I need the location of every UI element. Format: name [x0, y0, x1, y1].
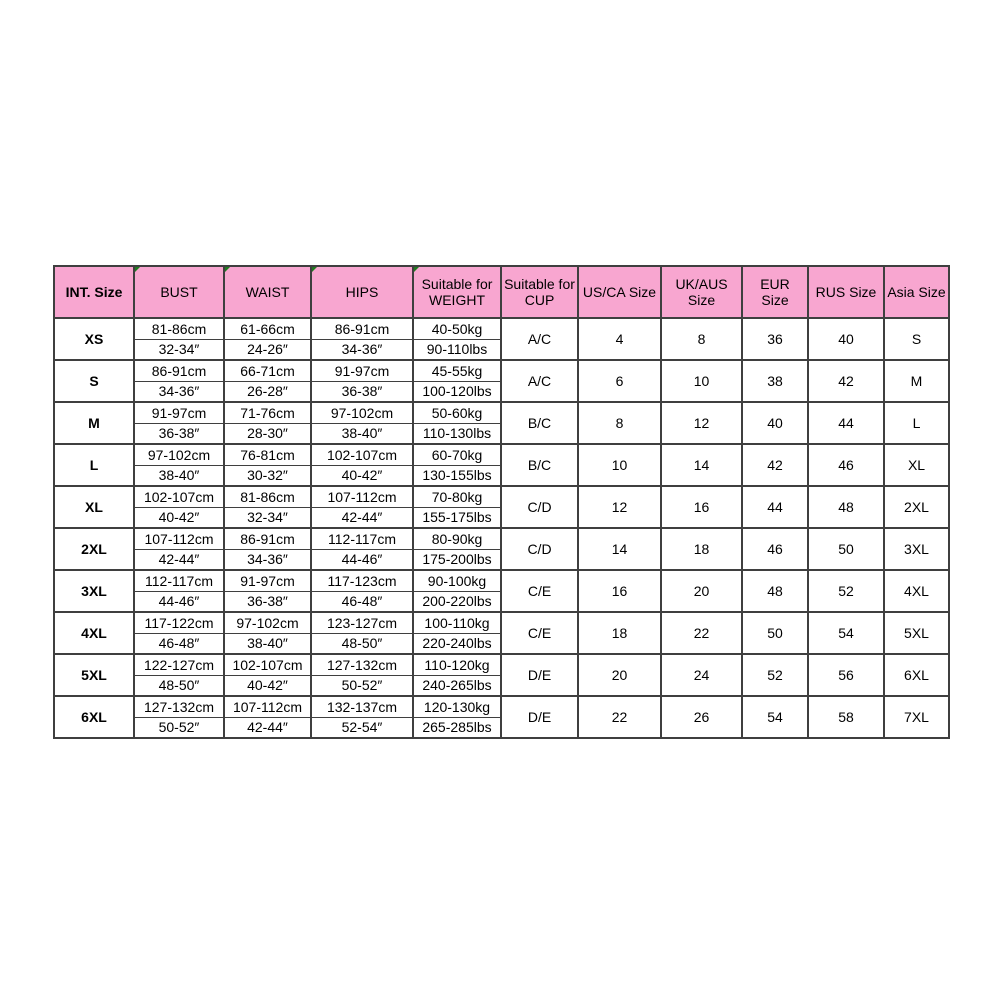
- cell-xl-hips-in: 42-44″: [311, 507, 413, 528]
- green-corner-marker-icon: [135, 267, 140, 272]
- cell-xl-eur: 44: [742, 486, 808, 528]
- cell-6xl-weight-kg: 120-130kg: [413, 696, 501, 717]
- cell-3xl-hips-in: 46-48″: [311, 591, 413, 612]
- table-row-5xl: [54, 654, 949, 675]
- cell-xl-bust-cm: 102-107cm: [134, 486, 224, 507]
- table-row-s: [54, 360, 949, 381]
- header-int-size: INT. Size: [54, 266, 134, 318]
- table-row-xl: [54, 486, 949, 507]
- header-weight: [413, 266, 501, 318]
- cell-m-us-ca: 8: [578, 402, 661, 444]
- cell-5xl-bust-cm: 122-127cm: [134, 654, 224, 675]
- table-row-4xl: [54, 612, 949, 633]
- cell-xs-eur: 36: [742, 318, 808, 360]
- cell-2xl-asia: 3XL: [884, 528, 949, 570]
- cell-2xl-eur: 46: [742, 528, 808, 570]
- header-hips: [311, 266, 413, 318]
- cell-xl-hips-cm: 107-112cm: [311, 486, 413, 507]
- cell-m-waist-in: 28-30″: [224, 423, 311, 444]
- cell-6xl-hips-in: 52-54″: [311, 717, 413, 738]
- cell-3xl-eur: 48: [742, 570, 808, 612]
- cell-4xl-asia: 5XL: [884, 612, 949, 654]
- cell-l-weight-kg: 60-70kg: [413, 444, 501, 465]
- header-hips-label: HIPS: [345, 283, 379, 300]
- cell-l-bust-in: 38-40″: [134, 465, 224, 486]
- cell-l-us-ca: 10: [578, 444, 661, 486]
- cell-5xl-uk-aus: 24: [661, 654, 742, 696]
- cell-xl-uk-aus: 16: [661, 486, 742, 528]
- cell-6xl-us-ca: 22: [578, 696, 661, 738]
- cell-3xl-us-ca: 16: [578, 570, 661, 612]
- row-label-4xl: 4XL: [54, 612, 134, 654]
- cell-2xl-bust-in: 42-44″: [134, 549, 224, 570]
- header-bust: [134, 266, 224, 318]
- cell-6xl-eur: 54: [742, 696, 808, 738]
- cell-4xl-rus: 54: [808, 612, 884, 654]
- cell-s-us-ca: 6: [578, 360, 661, 402]
- cell-l-rus: 46: [808, 444, 884, 486]
- table-row-2xl: [54, 528, 949, 549]
- table-row-l: [54, 444, 949, 465]
- cell-m-bust-in: 36-38″: [134, 423, 224, 444]
- cell-4xl-eur: 50: [742, 612, 808, 654]
- row-label-3xl: 3XL: [54, 570, 134, 612]
- cell-4xl-weight-lbs: 220-240lbs: [413, 633, 501, 654]
- cell-5xl-hips-cm: 127-132cm: [311, 654, 413, 675]
- cell-6xl-weight-lbs: 265-285lbs: [413, 717, 501, 738]
- cell-2xl-weight-lbs: 175-200lbs: [413, 549, 501, 570]
- cell-5xl-asia: 6XL: [884, 654, 949, 696]
- cell-2xl-hips-in: 44-46″: [311, 549, 413, 570]
- cell-s-uk-aus: 10: [661, 360, 742, 402]
- cell-3xl-cup: C/E: [501, 570, 578, 612]
- cell-2xl-uk-aus: 18: [661, 528, 742, 570]
- row-label-l: L: [54, 444, 134, 486]
- cell-5xl-waist-in: 40-42″: [224, 675, 311, 696]
- cell-m-eur: 40: [742, 402, 808, 444]
- cell-xl-us-ca: 12: [578, 486, 661, 528]
- cell-5xl-eur: 52: [742, 654, 808, 696]
- cell-l-cup: B/C: [501, 444, 578, 486]
- cell-s-eur: 38: [742, 360, 808, 402]
- table-row-6xl: [54, 696, 949, 717]
- cell-xs-bust-in: 32-34″: [134, 339, 224, 360]
- cell-5xl-cup: D/E: [501, 654, 578, 696]
- header-cup: Suitable for CUP: [501, 266, 578, 318]
- cell-5xl-waist-cm: 102-107cm: [224, 654, 311, 675]
- row-label-xs: XS: [54, 318, 134, 360]
- cell-xs-weight-lbs: 90-110lbs: [413, 339, 501, 360]
- cell-m-asia: L: [884, 402, 949, 444]
- cell-xs-us-ca: 4: [578, 318, 661, 360]
- cell-4xl-us-ca: 18: [578, 612, 661, 654]
- cell-m-hips-cm: 97-102cm: [311, 402, 413, 423]
- cell-s-bust-cm: 86-91cm: [134, 360, 224, 381]
- cell-3xl-weight-lbs: 200-220lbs: [413, 591, 501, 612]
- row-label-2xl: 2XL: [54, 528, 134, 570]
- cell-xl-weight-lbs: 155-175lbs: [413, 507, 501, 528]
- cell-xl-rus: 48: [808, 486, 884, 528]
- cell-xs-waist-in: 24-26″: [224, 339, 311, 360]
- green-corner-marker-icon: [312, 267, 317, 272]
- size-chart-container: [53, 265, 950, 739]
- cell-3xl-uk-aus: 20: [661, 570, 742, 612]
- header-bust-label: BUST: [160, 283, 198, 300]
- cell-l-eur: 42: [742, 444, 808, 486]
- cell-6xl-waist-in: 42-44″: [224, 717, 311, 738]
- cell-l-hips-cm: 102-107cm: [311, 444, 413, 465]
- cell-6xl-hips-cm: 132-137cm: [311, 696, 413, 717]
- header-waist-label: WAIST: [245, 283, 290, 300]
- cell-l-bust-cm: 97-102cm: [134, 444, 224, 465]
- cell-6xl-waist-cm: 107-112cm: [224, 696, 311, 717]
- cell-s-hips-in: 36-38″: [311, 381, 413, 402]
- cell-s-bust-in: 34-36″: [134, 381, 224, 402]
- cell-s-weight-lbs: 100-120lbs: [413, 381, 501, 402]
- cell-3xl-rus: 52: [808, 570, 884, 612]
- cell-l-hips-in: 40-42″: [311, 465, 413, 486]
- cell-xs-uk-aus: 8: [661, 318, 742, 360]
- cell-s-cup: A/C: [501, 360, 578, 402]
- cell-m-uk-aus: 12: [661, 402, 742, 444]
- cell-4xl-bust-cm: 117-122cm: [134, 612, 224, 633]
- cell-5xl-weight-lbs: 240-265lbs: [413, 675, 501, 696]
- cell-s-waist-cm: 66-71cm: [224, 360, 311, 381]
- cell-3xl-waist-cm: 91-97cm: [224, 570, 311, 591]
- cell-xs-hips-in: 34-36″: [311, 339, 413, 360]
- cell-4xl-cup: C/E: [501, 612, 578, 654]
- header-eur-size: EUR Size: [742, 266, 808, 318]
- cell-m-bust-cm: 91-97cm: [134, 402, 224, 423]
- cell-l-uk-aus: 14: [661, 444, 742, 486]
- cell-l-waist-in: 30-32″: [224, 465, 311, 486]
- cell-6xl-asia: 7XL: [884, 696, 949, 738]
- cell-2xl-cup: C/D: [501, 528, 578, 570]
- cell-xs-asia: S: [884, 318, 949, 360]
- cell-5xl-us-ca: 20: [578, 654, 661, 696]
- cell-xs-weight-kg: 40-50kg: [413, 318, 501, 339]
- green-corner-marker-icon: [225, 267, 230, 272]
- cell-6xl-bust-in: 50-52″: [134, 717, 224, 738]
- cell-xl-cup: C/D: [501, 486, 578, 528]
- green-corner-marker-icon: [414, 267, 419, 272]
- cell-xs-bust-cm: 81-86cm: [134, 318, 224, 339]
- cell-xs-rus: 40: [808, 318, 884, 360]
- cell-6xl-cup: D/E: [501, 696, 578, 738]
- cell-4xl-waist-in: 38-40″: [224, 633, 311, 654]
- cell-xs-hips-cm: 86-91cm: [311, 318, 413, 339]
- cell-5xl-rus: 56: [808, 654, 884, 696]
- cell-2xl-waist-in: 34-36″: [224, 549, 311, 570]
- row-label-m: M: [54, 402, 134, 444]
- cell-3xl-weight-kg: 90-100kg: [413, 570, 501, 591]
- header-row: [54, 266, 949, 318]
- cell-6xl-rus: 58: [808, 696, 884, 738]
- cell-xl-waist-in: 32-34″: [224, 507, 311, 528]
- table-row-xs: [54, 318, 949, 339]
- row-label-s: S: [54, 360, 134, 402]
- cell-xl-waist-cm: 81-86cm: [224, 486, 311, 507]
- cell-2xl-waist-cm: 86-91cm: [224, 528, 311, 549]
- cell-m-weight-kg: 50-60kg: [413, 402, 501, 423]
- cell-s-weight-kg: 45-55kg: [413, 360, 501, 381]
- row-label-xl: XL: [54, 486, 134, 528]
- cell-m-cup: B/C: [501, 402, 578, 444]
- cell-4xl-uk-aus: 22: [661, 612, 742, 654]
- cell-2xl-weight-kg: 80-90kg: [413, 528, 501, 549]
- cell-s-waist-in: 26-28″: [224, 381, 311, 402]
- header-uk-aus-size: UK/AUS Size: [661, 266, 742, 318]
- cell-xl-weight-kg: 70-80kg: [413, 486, 501, 507]
- cell-xs-cup: A/C: [501, 318, 578, 360]
- cell-m-hips-in: 38-40″: [311, 423, 413, 444]
- header-asia-size: Asia Size: [884, 266, 949, 318]
- cell-m-waist-cm: 71-76cm: [224, 402, 311, 423]
- cell-6xl-uk-aus: 26: [661, 696, 742, 738]
- cell-3xl-asia: 4XL: [884, 570, 949, 612]
- cell-xs-waist-cm: 61-66cm: [224, 318, 311, 339]
- cell-2xl-bust-cm: 107-112cm: [134, 528, 224, 549]
- cell-4xl-waist-cm: 97-102cm: [224, 612, 311, 633]
- cell-m-weight-lbs: 110-130lbs: [413, 423, 501, 444]
- header-us-ca-size: US/CA Size: [578, 266, 661, 318]
- table-row-m: [54, 402, 949, 423]
- cell-l-asia: XL: [884, 444, 949, 486]
- cell-3xl-bust-in: 44-46″: [134, 591, 224, 612]
- row-label-6xl: 6XL: [54, 696, 134, 738]
- cell-4xl-hips-cm: 123-127cm: [311, 612, 413, 633]
- size-table-body: [54, 318, 949, 738]
- cell-xl-bust-in: 40-42″: [134, 507, 224, 528]
- cell-3xl-waist-in: 36-38″: [224, 591, 311, 612]
- cell-3xl-hips-cm: 117-123cm: [311, 570, 413, 591]
- cell-4xl-hips-in: 48-50″: [311, 633, 413, 654]
- size-chart-table: [53, 265, 950, 739]
- cell-s-asia: M: [884, 360, 949, 402]
- header-weight-label: Suitable for WEIGHT: [421, 275, 493, 308]
- header-waist: [224, 266, 311, 318]
- cell-l-waist-cm: 76-81cm: [224, 444, 311, 465]
- table-row-3xl: [54, 570, 949, 591]
- header-rus-size: RUS Size: [808, 266, 884, 318]
- cell-s-hips-cm: 91-97cm: [311, 360, 413, 381]
- cell-l-weight-lbs: 130-155lbs: [413, 465, 501, 486]
- cell-2xl-rus: 50: [808, 528, 884, 570]
- cell-s-rus: 42: [808, 360, 884, 402]
- cell-5xl-weight-kg: 110-120kg: [413, 654, 501, 675]
- cell-2xl-hips-cm: 112-117cm: [311, 528, 413, 549]
- cell-5xl-hips-in: 50-52″: [311, 675, 413, 696]
- cell-2xl-us-ca: 14: [578, 528, 661, 570]
- cell-4xl-bust-in: 46-48″: [134, 633, 224, 654]
- row-label-5xl: 5XL: [54, 654, 134, 696]
- cell-5xl-bust-in: 48-50″: [134, 675, 224, 696]
- cell-6xl-bust-cm: 127-132cm: [134, 696, 224, 717]
- cell-m-rus: 44: [808, 402, 884, 444]
- cell-4xl-weight-kg: 100-110kg: [413, 612, 501, 633]
- cell-xl-asia: 2XL: [884, 486, 949, 528]
- cell-3xl-bust-cm: 112-117cm: [134, 570, 224, 591]
